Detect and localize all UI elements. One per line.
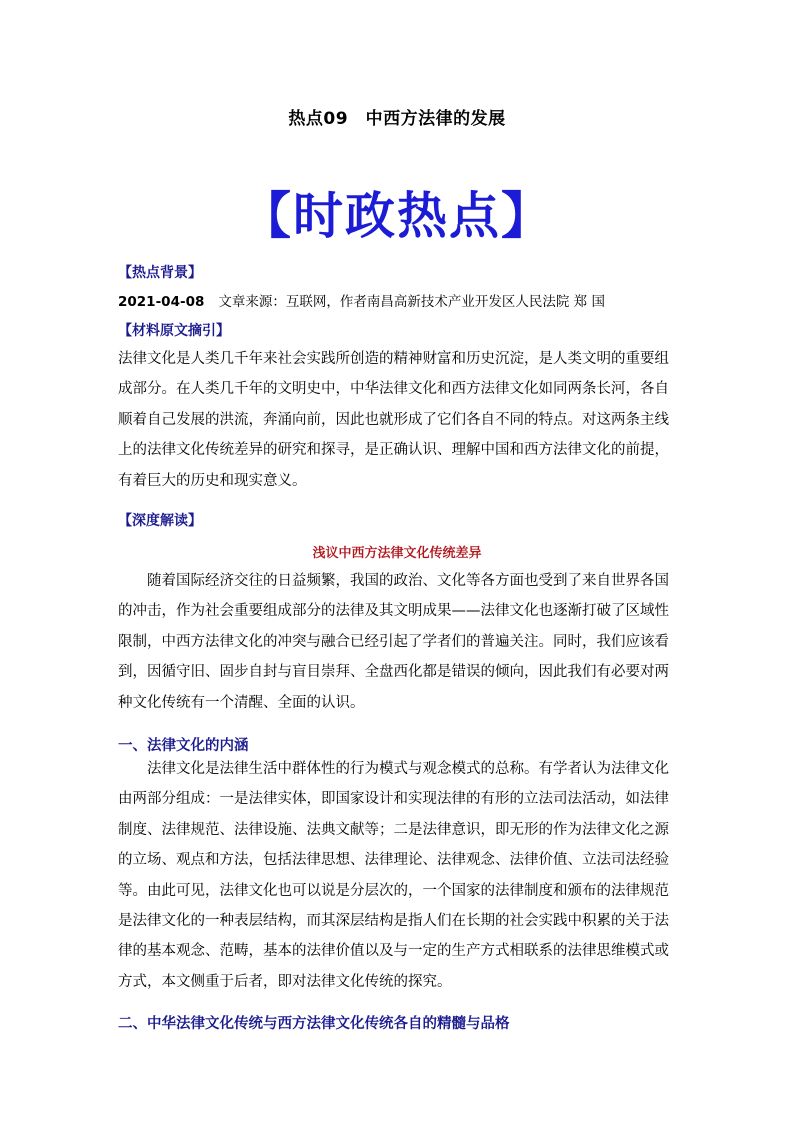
article-source: 文章来源：互联网，作者南昌高新技术产业开发区人民法院 郑 国: [218, 294, 605, 310]
section2-heading: 二、中华法律文化传统与西方法律文化传统各自的精髓与品格: [118, 1016, 510, 1032]
article-meta: [118, 290, 605, 310]
excerpt-paragraph: 法律文化是人类几千年来社会实践所创造的精神财富和历史沉淀，是人类文明的重要组成部分。在人类几千年的文明史中，中华法律文化和西方法律文化如同两条长河，各自顺着自己发展的洪流，奔涌向前，因此也就形成了它们各自不同的特点。对这两条主线上的法律文化传统差异的研究和探寻，是正确认识、理解中国和西方法律文化的前提，有着巨大的历史和现实意义。: [118, 351, 669, 489]
intro-paragraph: 随着国际经济交往的日益频繁，我国的政治、文化等各方面也受到了来自世界各国的冲击，作为社会重要组成部分的法律及其文明成果——法律文化也逐渐打破了区域性限制，中西方法律文化的冲突与融合已经引起了学者们的普遍关注。同时，我们应该看到，因循守旧、固步自封与盲目崇拜、全盘西化都是错误的倾向，因此我们有必要对两种文化传统有一个清醒、全面的认识。: [118, 573, 669, 711]
background-label: 【热点背景】: [118, 265, 202, 281]
document-title: 热点09 中西方法律的发展: [288, 109, 506, 129]
section1-heading: 一、法律文化的内涵: [118, 738, 249, 754]
banner-heading: 【时政热点】: [241, 187, 553, 245]
section1-paragraph: 法律文化是法律生活中群体性的行为模式与观念模式的总称。有学者认为法律文化由两部分组成：一是法律实体，即国家设计和实现法律的有形的立法司法活动，如法律制度、法律规范、法律设施、法典文献等；二是法律意识，即无形的作为法律文化之源的立场、观点和方法，包括法律思想、法律理论、法律观念、法律价值、立法司法经验等。由此可见，法律文化也可以说是分层次的，一个国家的法律制度和颁布的法律规范是法律文化的一种表层结构，而其深层结构是指人们在长期的社会实践中积累的关于法律的基本观念、范畴，基本的法律价值以及与一定的生产方式相联系的法律思维模式或方式，本文侧重于后者，即对法律文化传统的探究。: [118, 761, 669, 990]
excerpt-label: 【材料原文摘引】: [118, 323, 230, 339]
analysis-label: 【深度解读】: [118, 513, 202, 529]
article-title: 浅议中西方法律文化传统差异: [312, 546, 482, 561]
article-date: 2021-04-08: [118, 294, 205, 310]
